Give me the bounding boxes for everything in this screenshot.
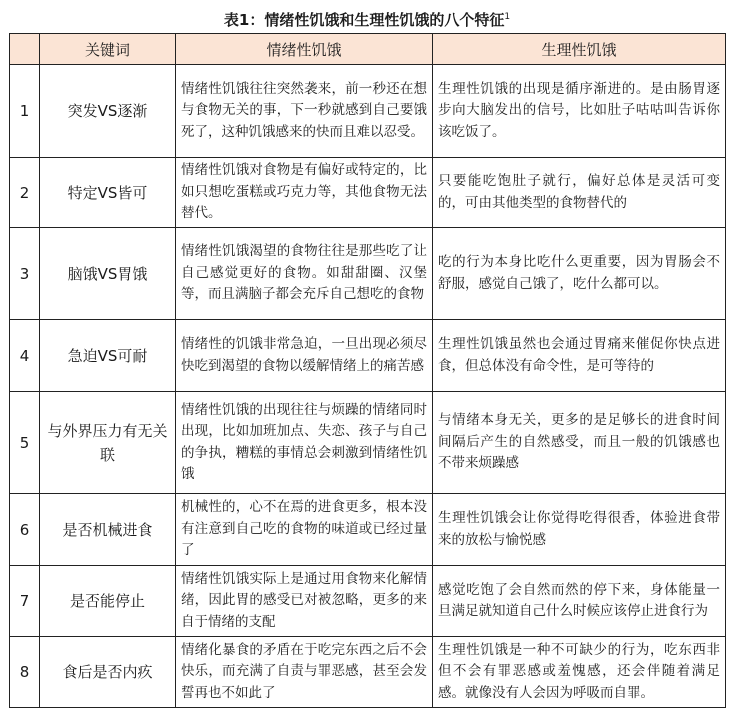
table-row: [10, 566, 726, 637]
table-row: [10, 320, 726, 392]
row-number: 5: [10, 392, 40, 494]
emotional-description: 情绪性饥饿往往突然袭来，前一秒还在想与食物无关的事，下一秒就感到自己要饿死了，这种饥饿感来的快而且难以忍受。: [176, 65, 433, 158]
emotional-description: 情绪性饥饿对食物是有偏好或特定的，比如只想吃蛋糕或巧克力等，其他食物无法替代。: [176, 158, 433, 228]
physical-description: 与情绪本身无关，更多的是足够长的进食时间间隔后产生的自然感受，而且一般的饥饿感也不带来烦躁感: [433, 392, 726, 494]
footnote-mark: 1: [504, 12, 511, 22]
table-row: [10, 392, 726, 494]
table-row: [10, 637, 726, 708]
row-keyword: 与外界压力有无关联: [40, 392, 176, 494]
physical-description: 生理性饥饿会让你觉得吃得很香，体验进食带来的放松与愉悦感: [433, 494, 726, 566]
row-keyword: 食后是否内疚: [40, 637, 176, 708]
table-row: [10, 65, 726, 158]
row-number: 1: [10, 65, 40, 158]
header-keyword: 关键词: [40, 34, 176, 65]
caption-text: 表1：情绪性饥饿和生理性饥饿的八个特征: [223, 11, 505, 29]
hunger-comparison-table: [9, 33, 726, 708]
row-number: 8: [10, 637, 40, 708]
row-keyword: 是否能停止: [40, 566, 176, 637]
physical-description: 生理性饥饿的出现是循序渐进的。是由肠胃逐步向大脑发出的信号，比如肚子咕咕叫告诉你该吃饭了。: [433, 65, 726, 158]
table-row: [10, 228, 726, 320]
row-number: 6: [10, 494, 40, 566]
emotional-description: 情绪化暴食的矛盾在于吃完东西之后不会快乐，而充满了自责与罪恶感，甚至会发誓再也不如此了: [176, 637, 433, 708]
header-row: [10, 34, 726, 65]
physical-description: 生理性饥饿虽然也会通过胃痛来催促你快点进食，但总体没有命令性，是可等待的: [433, 320, 726, 392]
emotional-description: 情绪性饥饿渴望的食物往往是那些吃了让自己感觉更好的食物。如甜甜圈、汉堡等，而且满脑子都会充斥自己想吃的食物: [176, 228, 433, 320]
row-number: 2: [10, 158, 40, 228]
row-keyword: 脑饿VS胃饿: [40, 228, 176, 320]
header-emotional: 情绪性饥饿: [176, 34, 433, 65]
physical-description: 吃的行为本身比吃什么更重要，因为胃肠会不舒服，感觉自己饿了，吃什么都可以。: [433, 228, 726, 320]
physical-description: 只要能吃饱肚子就行，偏好总体是灵活可变的，可由其他类型的食物替代的: [433, 158, 726, 228]
row-number: 4: [10, 320, 40, 392]
row-keyword: 急迫VS可耐: [40, 320, 176, 392]
row-number: 7: [10, 566, 40, 637]
header-number: [10, 34, 40, 65]
emotional-description: 情绪性饥饿的出现往往与烦躁的情绪同时出现，比如加班加点、失恋、孩子与自己的争执，糟糕的事情总会刺激到情绪性饥饿: [176, 392, 433, 494]
emotional-description: 机械性的，心不在焉的进食更多，根本没有注意到自己吃的食物的味道或已经过量了: [176, 494, 433, 566]
physical-description: 感觉吃饱了会自然而然的停下来，身体能量一旦满足就知道自己什么时候应该停止进食行为: [433, 566, 726, 637]
table-row: [10, 158, 726, 228]
header-physical: 生理性饥饿: [433, 34, 726, 65]
physical-description: 生理性饥饿是一种不可缺少的行为，吃东西非但不会有罪恶感或羞愧感，还会伴随着满足感。就像没有人会因为呼吸而自罪。: [433, 637, 726, 708]
row-keyword: 是否机械进食: [40, 494, 176, 566]
row-number: 3: [10, 228, 40, 320]
row-keyword: 突发VS逐渐: [40, 65, 176, 158]
emotional-description: 情绪性饥饿实际上是通过用食物来化解情绪，因此胃的感受已对被忽略，更多的来自于情绪的支配: [176, 566, 433, 637]
table-caption: [0, 4, 734, 30]
table-row: [10, 494, 726, 566]
row-keyword: 特定VS皆可: [40, 158, 176, 228]
emotional-description: 情绪性的饥饿非常急迫，一旦出现必须尽快吃到渴望的食物以缓解情绪上的痛苦感: [176, 320, 433, 392]
